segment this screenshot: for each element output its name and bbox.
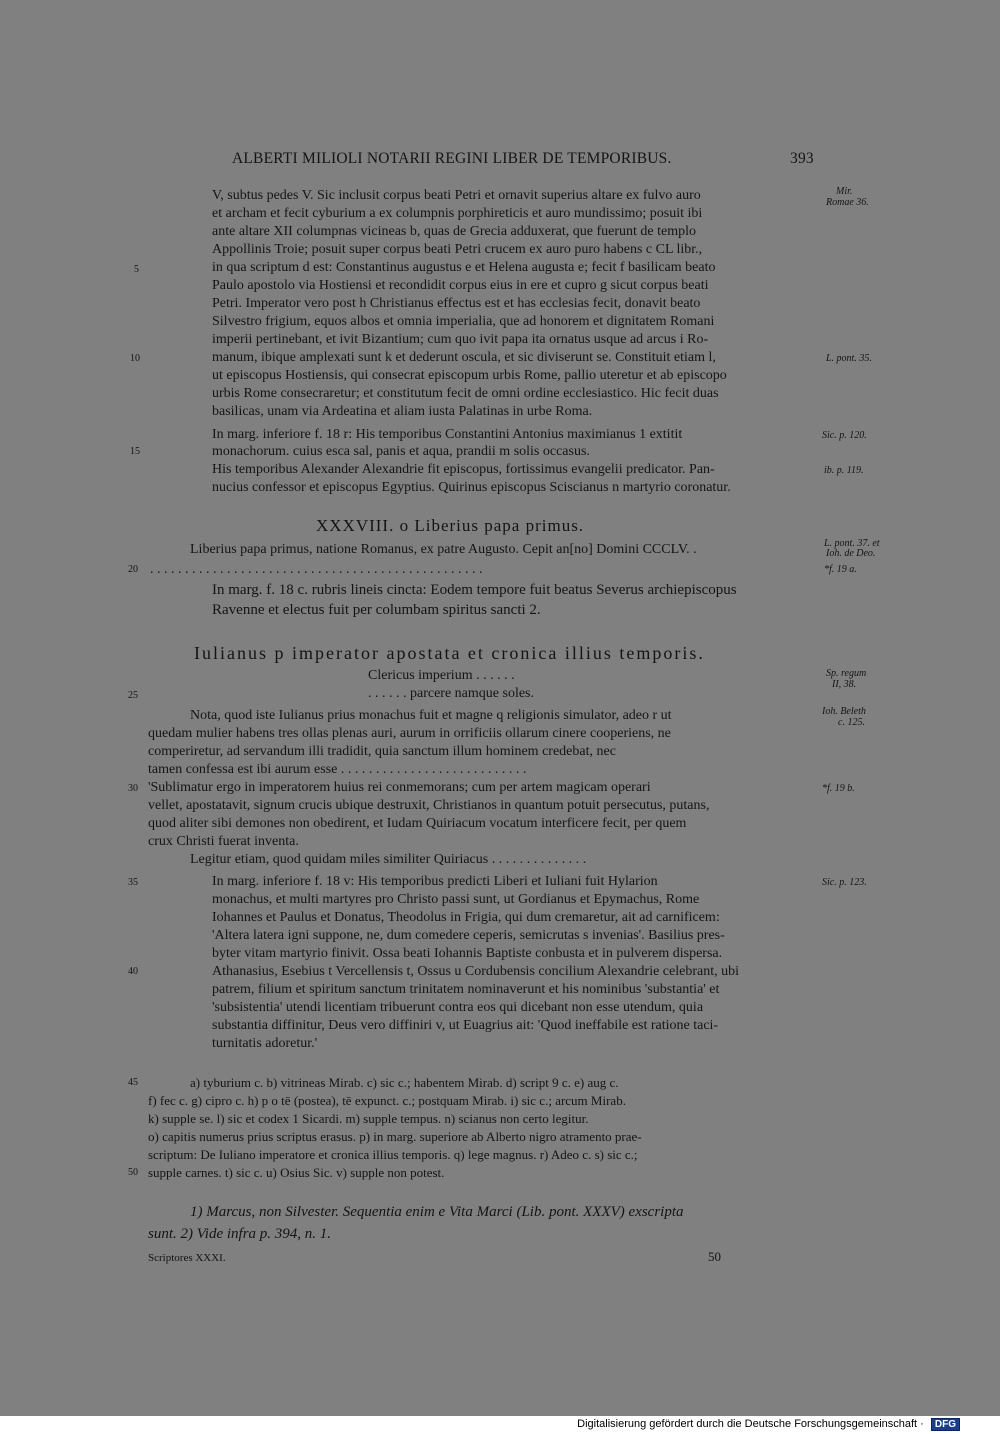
- marginal-text-line: 'Altera latera igni suppone, ne, dum comedere ceperis, semicrutas s invenias'. Basilius pres-: [212, 928, 725, 943]
- text-line: quod aliter sibi demones non obedirent, et Iudam Quiriacum vocatum interficere fecit, per quem: [148, 816, 687, 831]
- text-line: Legitur etiam, quod quidam miles similiter Quiriacus . . . . . . . . . . . . . .: [190, 852, 587, 867]
- marginal-text-line: 'subsistentia' utendi licentiam tribuerunt contra eos qui dicebant non esse utendum, quia: [212, 1000, 704, 1015]
- section-title: XXXVIII. o Liberius papa primus.: [316, 516, 585, 535]
- margin-note: Ioh. Beleth: [822, 706, 866, 717]
- text-line: crux Christi fuerat inventa.: [148, 834, 299, 849]
- line-number: 5: [134, 264, 139, 275]
- apparatus-line: scriptum: De Iuliano imperatore et cronica illius temporis. q) lege magnus. r) Adeo c. s) sic c.;: [148, 1147, 638, 1162]
- line-number: 50: [128, 1167, 138, 1178]
- line-number: 25: [128, 690, 138, 701]
- signature-right: 50: [708, 1249, 721, 1264]
- marginal-text-line: In marg. inferiore f. 18 v: His temporibus predicti Liberi et Iuliani fuit Hylarion: [212, 874, 658, 889]
- text-line: et archam et fecit cyburium a ex columpnis porphireticis et auro mundissimo; posuit ibi: [212, 206, 703, 221]
- margin-note: Romae 36.: [826, 197, 869, 208]
- margin-note: L. pont. 35.: [826, 353, 872, 364]
- line-number: 30: [128, 783, 138, 794]
- dotted-line: . . . . . . . . . . . . . . . . . . . . . . . . . . . . . . . . . . . . . . . . . . . . . . . .: [150, 562, 483, 577]
- marginal-text-line: patrem, filium et spiritum sanctum trinitatem nominaverunt et his nominibus 'substantia' et: [212, 982, 720, 997]
- marginal-text-line: turnitatis adoretur.': [212, 1036, 318, 1051]
- text-line: manum, ibique amplexati sunt k et dederunt oscula, et sic diviserunt se. Constituit etiam l,: [212, 350, 716, 365]
- margin-note: L. pont. 37. et: [824, 538, 880, 549]
- line-number: 10: [130, 353, 140, 364]
- digitization-credit: Digitalisierung gefördert durch die Deutsche Forschungsgemeinschaft · DFG: [577, 1418, 960, 1431]
- text-line: 'Sublimatur ergo in imperatorem huius rei conmemorans; cum per artem magicam operari: [148, 780, 651, 795]
- text-line: ante altare XII columpnas vicineas b, quas de Grecia adduxerat, que fuerunt de templo: [212, 224, 696, 239]
- line-number: 35: [128, 877, 138, 888]
- text-line: vellet, apostatavit, signum crucis ubique destruxit, Christianos in quantum potuit persecutus, putans,: [148, 798, 710, 813]
- apparatus-line: supple carnes. t) sic c. u) Osius Sic. v) supple non potest.: [148, 1165, 445, 1180]
- running-header-title: ALBERTI MILIOLI NOTARII REGINI LIBER DE TEMPORIBUS.: [232, 150, 672, 167]
- text-line: Petri. Imperator vero post h Christianus effectus est et has ecclesias fecit, donavit beato: [212, 296, 701, 311]
- marginal-text-line: In marg. f. 18 c. rubris lineis cincta: Eodem tempore fuit beatus Severus archiepiscopus: [212, 582, 737, 598]
- credit-text: Digitalisierung gefördert durch die Deutsche Forschungsgemeinschaft: [577, 1418, 918, 1430]
- marginal-text-line: nucius confessor et episcopus Egyptius. Quirinus episcopus Sciscianus n martyrio coronatur.: [212, 480, 731, 495]
- text-line: imperii pertinebant, et ivit Bizantium; cum quo ivit papa ita ornatus usque ad arcus i Ro-: [212, 332, 709, 347]
- text-line: Appollinis Troie; posuit super corpus beati Petri crucem ex auro puro habens c CL libr.,: [212, 242, 703, 257]
- marginal-text-line: In marg. inferiore f. 18 r: His temporibus Constantini Antonius maximianus 1 extitit: [212, 427, 683, 442]
- verse-line: . . . . . . parcere namque soles.: [368, 686, 534, 701]
- line-number: 45: [128, 1077, 138, 1088]
- margin-note: Ioh. de Deo.: [826, 548, 876, 559]
- marginal-text-line: substantia diffinitur, Deus vero diffiniri v, ut Euagrius ait: 'Quod ineffabile est ratione taci-: [212, 1018, 719, 1033]
- margin-note: *f. 19 a.: [824, 564, 857, 575]
- text-line: tamen confessa est ibi aurum esse . . . . . . . . . . . . . . . . . . . . . . . . . . .: [148, 762, 527, 777]
- apparatus-line: o) capitis numerus prius scriptus erasus. p) in marg. superiore ab Alberto nigro atramento prae-: [148, 1129, 642, 1144]
- text-line: quedam mulier habens tres ollas plenas auri, aurum in orrificiis ollarum cinere cooperiens, ne: [148, 726, 671, 741]
- apparatus-line: a) tyburium c. b) vitrineas Mirab. c) sic c.; habentem Mirab. d) script 9 c. e) aug c.: [190, 1075, 619, 1090]
- apparatus-line: k) supple se. l) sic et codex 1 Sicardi. m) supple tempus. n) scianus non certo legitur.: [148, 1111, 589, 1126]
- margin-note: Sp. regum: [826, 668, 867, 679]
- footnote-line: 1) Marcus, non Silvester. Sequentia enim e Vita Marci (Lib. pont. XXXV) exscripta: [190, 1204, 684, 1220]
- line-number: 15: [130, 446, 140, 457]
- text-line: comperiretur, ad servandum illi tradidit, quia sanctum illum hominem credebat, nec: [148, 744, 616, 759]
- footnote-line: sunt. 2) Vide infra p. 394, n. 1.: [148, 1226, 332, 1242]
- text-line: urbis Rome consecraretur; et constitutum fecit de omni ordine ecclesiastico. Hic fecit duas: [212, 386, 719, 401]
- text-line: basilicas, unam via Ardeatina et aliam iusta Palatinas in urbe Roma.: [212, 404, 593, 419]
- margin-note: Mir.: [836, 186, 853, 197]
- margin-note: *f. 19 b.: [822, 783, 855, 794]
- marginal-text-line: Iohannes et Paulus et Donatus, Theodolus in Frigia, qui dum cremaretur, ait ad carnificem:: [212, 910, 720, 925]
- marginal-text-line: Athanasius, Esebius t Vercellensis t, Ossus u Cordubensis concilium Alexandrie celebrant, ubi: [212, 964, 739, 979]
- text-line: Nota, quod iste Iulianus prius monachus fuit et magne q religionis simulator, adeo r ut: [190, 708, 672, 723]
- page-number: 393: [790, 150, 814, 167]
- section-title: Iulianus p imperator apostata et cronica illius temporis.: [194, 643, 705, 663]
- signature-left: Scriptores XXXI.: [148, 1252, 226, 1264]
- margin-note: II, 38.: [832, 679, 857, 690]
- line-number: 40: [128, 966, 138, 977]
- text-line: V, subtus pedes V. Sic inclusit corpus beati Petri et ornavit superius altare ex fulvo auro: [212, 188, 701, 203]
- margin-note: c. 125.: [838, 717, 865, 728]
- marginal-text-line: His temporibus Alexander Alexandrie fit episcopus, fortissimus evangelii predicator. Pan-: [212, 462, 715, 477]
- marginal-text-line: Ravenne et electus fuit per columbam spiritus sancti 2.: [212, 602, 541, 618]
- apparatus-line: f) fec c. g) cipro c. h) p o tē (postea), tē expunct. c.; postquam Mirab. i) sic c.; arcum Mirab.: [148, 1093, 626, 1108]
- marginal-text-line: monachorum. cuius esca sal, panis et aqua, prandii m solis occasus.: [212, 444, 590, 459]
- line-number: 20: [128, 564, 138, 575]
- text-line: Liberius papa primus, natione Romanus, ex patre Augusto. Cepit an[no] Domini CCCLV. .: [190, 542, 697, 557]
- marginal-text-line: monachus, et multi martyres pro Christo passi sunt, ut Gordianus et Epymachus, Rome: [212, 892, 700, 907]
- text-line: in qua scriptum d est: Constantinus augustus e et Helena augusta e; fecit f basilicam beato: [212, 260, 716, 275]
- verse-line: Clericus imperium . . . . . .: [368, 668, 515, 683]
- margin-note: ib. p. 119.: [824, 465, 864, 476]
- text-line: Paulo apostolo via Hostiensi et recondidit corpus eius in ere et cupro g sicut corpus beati: [212, 278, 709, 293]
- text-line: Silvestro frigium, equos albos et omnia imperialia, que ad honorem et dignitatem Romani: [212, 314, 715, 329]
- margin-note: Sic. p. 120.: [822, 430, 867, 441]
- text-line: ut episcopus Hostiensis, qui consecrat episcopum urbis Rome, pallio uteretur et ab episcopo: [212, 368, 727, 383]
- dfg-logo: DFG: [931, 1418, 960, 1431]
- margin-note: Sic. p. 123.: [822, 877, 867, 888]
- marginal-text-line: byter vitam martyrio finivit. Ossa beati Iohannis Baptiste conbusta et in pulverem dispersa.: [212, 946, 723, 961]
